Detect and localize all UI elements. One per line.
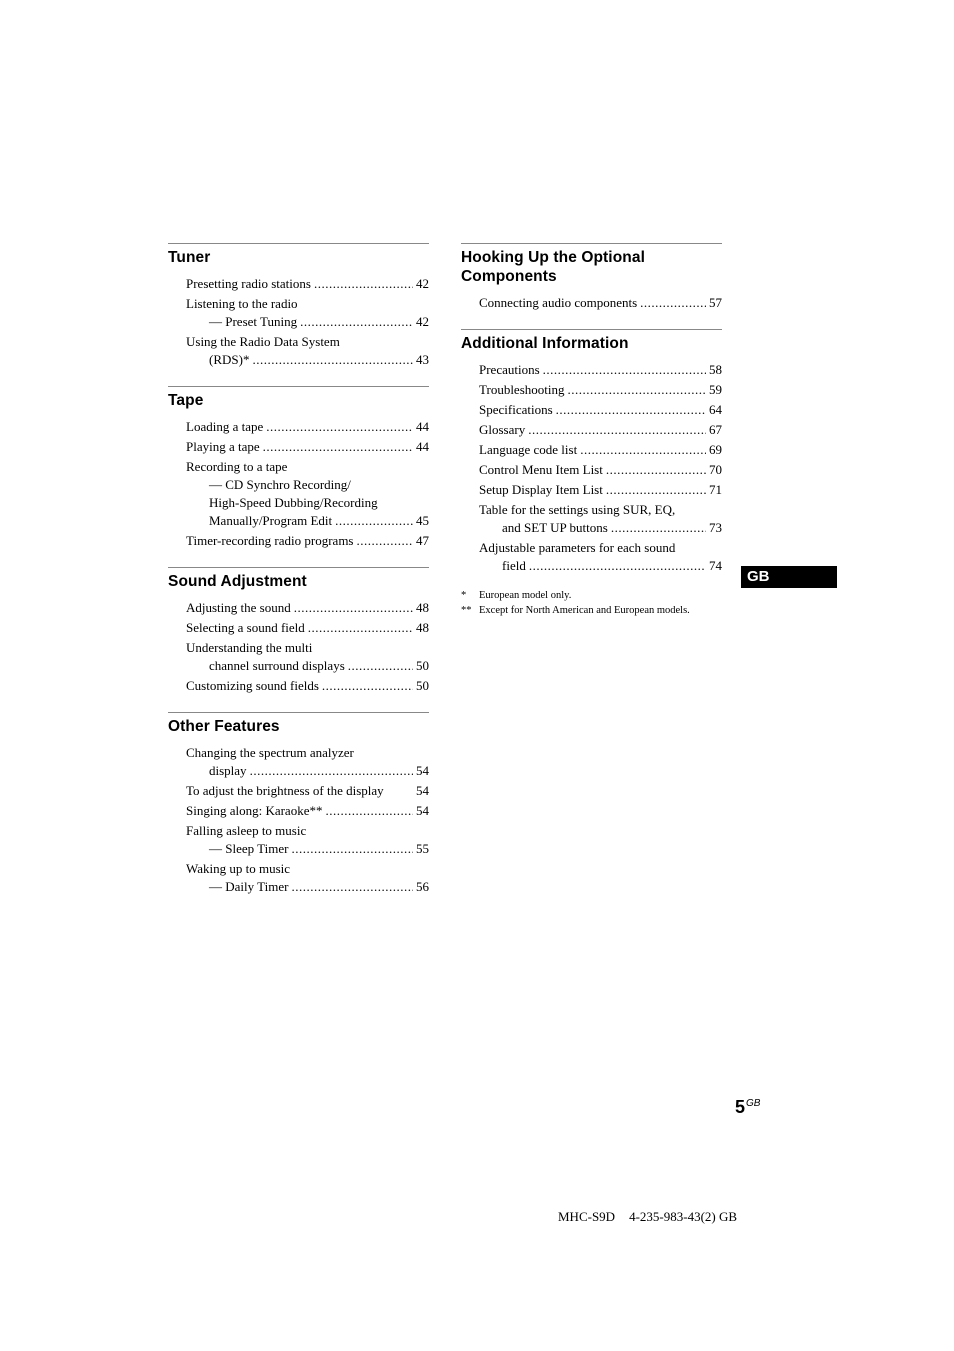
toc-entry-line [186,762,429,780]
toc-entry-text: and SET UP buttons [502,520,608,535]
toc-page-number: 54 [416,783,429,798]
dot-leader [308,619,413,637]
toc-page-number: 55 [416,841,429,856]
toc-page-number: 64 [709,402,722,417]
language-tab-gb: GB [741,566,837,588]
dot-leader [325,802,413,820]
toc-entry[interactable] [479,361,722,379]
toc-entry-line [186,418,429,436]
toc-entry[interactable] [186,418,429,436]
toc-entry-text: Timer-recording radio programs [186,533,354,548]
section-heading: Tuner [168,249,211,266]
dot-leader [250,762,413,780]
toc-entry-line [479,361,722,379]
toc-entry[interactable] [186,532,429,550]
toc-entry-line [186,878,429,896]
toc-entry-line [479,557,722,575]
toc-entry-line [186,351,429,369]
toc-entry-text: Playing a tape [186,439,260,454]
toc-entries [461,361,722,575]
toc-page-number: 56 [416,879,429,894]
right-sections [461,243,722,575]
toc-page-number: 59 [709,382,722,397]
toc-entry-line [479,294,722,312]
toc-entry-line [186,438,429,456]
model-name: MHC-S9D [558,1209,616,1224]
dot-leader [266,418,413,436]
toc-entry-line [186,840,429,858]
dot-leader [291,840,413,858]
toc-entry[interactable] [186,438,429,456]
toc-entry-line [479,481,722,499]
toc-page-number: 69 [709,442,722,457]
footnote-text: European model only. [479,590,572,601]
toc-entry[interactable] [186,295,429,331]
toc-entry-text: Connecting audio components [479,295,638,310]
toc-entry-line [186,275,429,293]
toc-page-number: 54 [416,763,429,778]
toc-entries [168,744,429,896]
toc-entry-text: Presetting radio stations [186,276,311,291]
toc-entry-line [186,860,429,878]
toc-entry-line [186,512,429,530]
toc-entry-text: Table for the settings using SUR, EQ, [479,502,676,517]
section-heading: Tape [168,392,204,409]
toc-entry-text: Falling asleep to music [186,823,307,838]
dot-leader [556,401,706,419]
toc-entry[interactable] [186,677,429,695]
section-heading: Sound Adjustment [168,573,307,590]
toc-entry[interactable] [186,275,429,293]
footnote [461,603,722,618]
section-tape [168,386,429,550]
toc-entry-line [186,494,429,512]
dot-leader [606,481,706,499]
toc-entry-line [186,802,429,820]
toc-entry-text: — CD Synchro Recording/ [209,477,351,492]
toc-entry-line [186,476,429,494]
section-heading: Hooking Up the Optional Components [461,249,645,285]
toc-entry-line [186,744,429,762]
dot-leader [300,313,413,331]
toc-entry-line [186,313,429,331]
right-column [461,243,722,618]
model-code: 4-235-983-43(2) GB [629,1209,738,1224]
toc-entry-text: Listening to the radio [186,296,298,311]
toc-entry[interactable] [479,401,722,419]
footnote-mark: * [461,590,467,601]
toc-entry-text: channel surround displays [209,658,345,673]
toc-page-number: 74 [709,558,722,573]
toc-entry-line [186,639,429,657]
toc-entry[interactable] [479,381,722,399]
toc-entry-text: Language code list [479,442,578,457]
toc-page-number: 48 [416,620,429,635]
toc-page-number: 50 [416,678,429,693]
dot-leader [606,461,706,479]
toc-entry-line [479,501,722,519]
toc-entry-line [479,401,722,419]
toc-entry-line [479,461,722,479]
toc-entry[interactable] [186,333,429,369]
toc-entry-text: Glossary [479,422,526,437]
left-column [168,243,429,913]
dot-leader [322,677,413,695]
dot-leader [529,557,706,575]
toc-entry[interactable] [186,458,429,530]
toc-entry-text: Troubleshooting [479,382,565,397]
dot-leader [528,421,706,439]
toc-entry-line [479,381,722,399]
dot-leader [543,361,706,379]
section-heading: Additional Information [461,335,629,352]
toc-entry-line [186,599,429,617]
toc-entries [168,599,429,695]
toc-entry-text: — Preset Tuning [209,314,298,329]
toc-page-number: 42 [416,314,429,329]
toc-entry-text: — Sleep Timer [209,841,289,856]
section-additional-information [461,329,722,575]
toc-entry[interactable] [186,802,429,820]
toc-entry[interactable] [479,461,722,479]
toc-page-number: 48 [416,600,429,615]
toc-entry[interactable] [186,619,429,637]
toc-page-number: 57 [709,295,722,310]
footnotes [461,588,722,618]
dot-leader [580,441,706,459]
toc-entry-text: Control Menu Item List [479,462,603,477]
page-number-suffix: GB [746,1098,761,1109]
toc-entry-line [186,677,429,695]
toc-entry-line [479,539,722,557]
section-heading: Other Features [168,718,280,735]
toc-entry-text: Understanding the multi [186,640,313,655]
toc-page-number: 43 [416,352,429,367]
dot-leader [263,438,413,456]
toc-entry[interactable] [479,481,722,499]
toc-entry-text: Changing the spectrum analyzer [186,745,354,760]
toc-entry-line [186,532,429,550]
toc-page-number: 70 [709,462,722,477]
toc-entry[interactable] [479,421,722,439]
toc-entry-line [186,657,429,675]
toc-entry-line [186,619,429,637]
footnote-text: Except for North American and European models. [479,605,690,616]
toc-entry-line [479,441,722,459]
toc-entry-line [186,333,429,351]
section-sound-adjustment [168,567,429,695]
dot-leader [357,532,414,550]
toc-page-number: 50 [416,658,429,673]
toc-entry[interactable] [186,744,429,780]
toc-entry-text: Precautions [479,362,540,377]
toc-entry-text: Waking up to music [186,861,291,876]
dot-leader [567,381,706,399]
dot-leader [611,519,706,537]
toc-entry-text: (RDS)* [209,352,250,367]
toc-entry-text: display [209,763,247,778]
toc-page-number: 67 [709,422,722,437]
toc-entry[interactable] [186,822,429,858]
toc-entry[interactable] [186,599,429,617]
toc-page-number: 54 [416,803,429,818]
toc-page-number: 58 [709,362,722,377]
footnote [461,588,722,603]
toc-page-number: 44 [416,439,429,454]
toc-entry-line [186,822,429,840]
toc-page-number: 47 [416,533,429,548]
toc-entry-text: Using the Radio Data System [186,334,340,349]
toc-entry[interactable] [479,539,722,575]
toc-entry-text: — Daily Timer [209,879,289,894]
toc-entry-text: Adjustable parameters for each sound [479,540,676,555]
toc-page-number: 42 [416,276,429,291]
toc-entry-text: Adjusting the sound [186,600,291,615]
toc-entry-text: High-Speed Dubbing/Recording [209,495,378,510]
dot-leader [640,294,706,312]
toc-page-number: 45 [416,513,429,528]
toc-entry-line [186,295,429,313]
toc-entry-text: Specifications [479,402,553,417]
toc-entries [461,294,722,312]
model-line [558,1209,737,1225]
toc-entry[interactable] [479,294,722,312]
toc-entry-text: Setup Display Item List [479,482,603,497]
toc-entry-text: Recording to a tape [186,459,288,474]
dot-leader [291,878,413,896]
toc-entry[interactable] [186,782,429,800]
toc-entry-text: field [502,558,526,573]
toc-entry-line [186,782,429,800]
toc-page-number: 44 [416,419,429,434]
toc-entries [168,275,429,369]
toc-entry-text: Loading a tape [186,419,264,434]
toc-entry[interactable] [186,639,429,675]
toc-entry-line [479,519,722,537]
dot-leader [252,351,413,369]
page-number [735,1097,760,1118]
toc-entry-text: Manually/Program Edit [209,513,333,528]
toc-entry-text: Customizing sound fields [186,678,319,693]
section-hooking-up-the-optional-components [461,243,722,312]
toc-entry[interactable] [186,860,429,896]
toc-entries [168,418,429,550]
page-number-value: 5 [735,1097,746,1117]
toc-entry[interactable] [479,441,722,459]
toc-entry-text: Singing along: Karaoke** [186,803,323,818]
toc-entry-text: To adjust the brightness of the display [186,783,384,798]
dot-leader [314,275,413,293]
toc-entry[interactable] [479,501,722,537]
toc-page-number: 71 [709,482,722,497]
toc-entry-line [186,458,429,476]
footnote-mark: ** [461,605,472,616]
dot-leader [294,599,413,617]
section-other-features [168,712,429,896]
toc-page-number: 73 [709,520,722,535]
section-tuner [168,243,429,369]
toc-entry-line [479,421,722,439]
dot-leader [348,657,413,675]
toc-entry-text: Selecting a sound field [186,620,305,635]
dot-leader [335,512,413,530]
